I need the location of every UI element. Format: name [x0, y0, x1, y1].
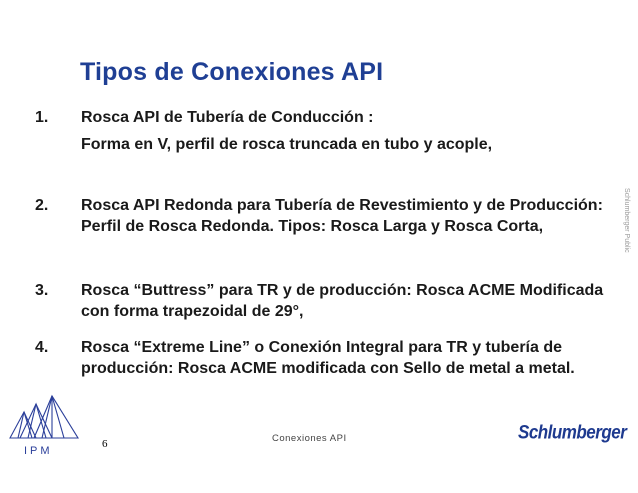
list-item-heading: Rosca API de Tubería de Conducción :: [81, 109, 374, 126]
list-item-number: 2.: [35, 197, 49, 214]
list-item-text: Rosca “Extreme Line” o Conexión Integral para TR y tubería de producción: Rosca ACME modificada con Sello de metal a metal.: [81, 339, 575, 377]
ipm-label: IPM: [24, 445, 53, 457]
list-item-number: 3.: [35, 282, 49, 299]
list-item-subtext: Forma en V, perfil de rosca truncada en tubo y acople,: [81, 136, 493, 153]
list-item-text: Rosca API Redonda para Tubería de Revestimiento y de Producción: Perfil de Rosca Redonda. Tipos: Rosca Larga y Rosca Corta,: [81, 197, 603, 235]
schlumberger-logo: Schlumberger: [518, 421, 627, 443]
list-item-text: Rosca “Buttress” para TR y de producción: Rosca ACME Modificada con forma trapezoidal de 29°,: [81, 282, 604, 320]
footer-title: Conexiones API: [272, 433, 347, 444]
list-item-number: 1.: [35, 109, 49, 126]
list-item-number: 4.: [35, 339, 49, 356]
page-number: 6: [102, 438, 108, 450]
slide-title: Tipos de Conexiones API: [80, 58, 384, 86]
list-item-text: [81, 107, 611, 155]
classification-note: Schlumberger Public: [623, 188, 630, 253]
mountain-icon: [6, 394, 82, 446]
